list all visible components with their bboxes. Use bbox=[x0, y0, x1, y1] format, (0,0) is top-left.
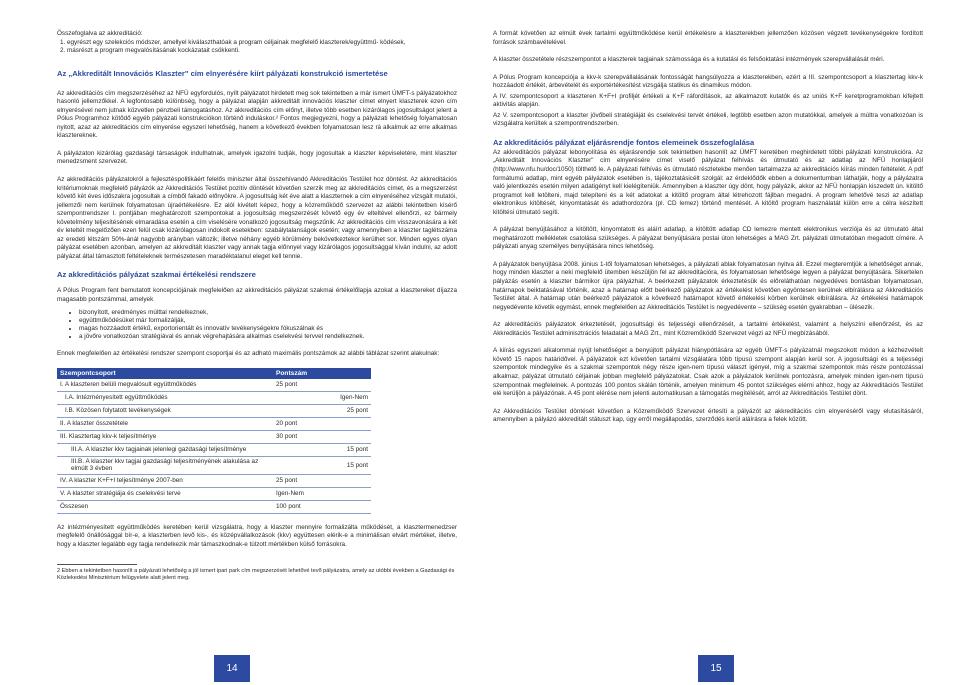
table-row bbox=[57, 391, 371, 404]
table-cell: 25 pont bbox=[273, 404, 371, 417]
right-page bbox=[480, 0, 959, 685]
table-cell: 30 pont bbox=[273, 430, 371, 443]
list-item: • együttműködésüket már formalizálják, bbox=[79, 317, 457, 325]
paragraph: A Pólus Program koncepciója a kkv-k szerepvállalásának fontosságát hangsúlyozza a klaszterekben, ezért a III. szempontcsoport a klasztertag kkv-k hozzáadott értékét, árbevételét és exportértékesítést vizsgálja statikus és dinamikus módon. bbox=[493, 73, 923, 90]
list-item: • a jövőre vonatkozóan stratégiával és annak végrehajtására alkalmas cselekvési tervvel rendelkeznek. bbox=[79, 333, 457, 341]
table-cell: III.A. A klaszter kkv tagjainak jelenlegi gazdasági teljesítménye bbox=[57, 443, 273, 456]
summary-item: 1. egyrészt egy szelekciós módszer, amellyel kiválaszthatóak a program céljainak megfelelő klaszterek/együttmű- ködések, bbox=[67, 39, 457, 48]
summary-intro bbox=[57, 30, 457, 56]
table-cell: III. Klasztertag kkv-k teljesítménye bbox=[57, 430, 273, 443]
list-item: • magas hozzáadott értékű, exportorientált és innovatív tevékenységekre fókuszálnak és bbox=[79, 325, 457, 333]
table-row bbox=[57, 443, 371, 456]
table-header: Szempontcsoport bbox=[57, 368, 273, 379]
table-total-row bbox=[57, 500, 371, 513]
table-cell: IV. A klaszter K+F+I teljesítménye 2007-ben bbox=[57, 474, 273, 487]
section-heading: Az akkreditációs pályázat szakmai értékelési rendszere bbox=[57, 270, 256, 280]
table-row bbox=[57, 430, 371, 443]
table-header-row bbox=[57, 368, 371, 379]
paragraph: A klaszter összetétele részszempontot a klaszterek tagjainak számossága és a kutatási és felsőoktatási intézmények szerepvállalását méri. bbox=[493, 56, 885, 64]
footnote: 2 Ebben a tekintetben hasonlít a pályázati lehetőség a jól ismert ipari park cím megszerzését lehetővé tevő pályázatra, amely az utóbbi években a Gazdasági és Közlekedési Minisztérium felügyelete alatt jelent meg. bbox=[57, 567, 455, 581]
paragraph: A pályázaton kizárólag gazdasági társaságok indulhatnak, amelyek igazolni tudják, hogy jogosultak a klaszter képviseletére, mint klaszter menedzsment szervezet. bbox=[57, 149, 457, 166]
right-column bbox=[493, 30, 923, 434]
table-cell: II. A klaszter összetétele bbox=[57, 417, 273, 430]
table-row bbox=[57, 379, 371, 392]
table-cell: 15 pont bbox=[273, 456, 371, 474]
table-cell: 25 pont bbox=[273, 379, 371, 392]
table-row bbox=[57, 404, 371, 417]
summary-lead: Összefoglalva az akkreditáció: bbox=[57, 30, 143, 37]
left-page bbox=[0, 0, 479, 685]
table-cell: 15 pont bbox=[273, 443, 371, 456]
table-row bbox=[57, 456, 371, 474]
table-row bbox=[57, 487, 371, 500]
table-cell: 20 pont bbox=[273, 417, 371, 430]
table-cell: I.B. Közösen folytatott tevékenységek bbox=[57, 404, 273, 417]
summary-item: 2. másrészt a program megvalósításának kockázatait csökkenti. bbox=[67, 47, 457, 56]
paragraph: Az Akkreditációs Testület döntését követően a Közreműködő Szervezet értesíti a pályázót az akkreditációs cím elnyeréséről vagy elutasításáról, amennyiben a pályázó akkreditált státuszt kap, úgy erről megállapodás, szerződés kerül aláírásra a felek között. bbox=[493, 407, 923, 424]
paragraph: Ennek megfelelően az értékelési rendszer szempont csoportjai és az adható maximális pontszámok az alábbi táblázat szerint alakulnak: bbox=[57, 350, 440, 358]
table-cell: I.A. Intézményesített együttműködés bbox=[57, 391, 273, 404]
table-cell: V. A klaszter stratégiája és cselekvési terve bbox=[57, 487, 273, 500]
paragraph: Az akkreditációs pályázatok érkeztetését, jogosultsági és teljességi ellenőrzését, a tartalmi értékelést, valamint a helyszíni ellenőrzést, és az Akkreditációs Testület adminisztrációs feladatait a MAG Zrt., mint Közreműködő Szervezet végzi az NFÜ megbízásából. bbox=[493, 321, 923, 337]
paragraph: Az akkreditációs cím megszerzéséhez az NFÜ egyfordulós, nyílt pályázatot hirdetett meg sok tekintetben a már ismert ÚMFT-s pályázatokhoz hasonló jellemzőkkel. A legfontosabb különbség, hogy a pályázat alapján akkreditált innovációs klaszter címet elnyert klaszterek ezen cím elnyerésével nem jutnak közvetlen pénzbeli támogatáshoz. Az akkreditációs cím előnyt, illetve több esetben kizárólagos jogosultságot jelent a Pólus Programhoz kötődő egyéb pályázati konstrukciókon történő induláskor.² Fontos megjegyezni, hogy a pályázati lehetőség folyamatosan nyitott, azaz az akkreditációs cím elnyerése egyszeri lehetőség, hanem a következő években folyamatosan lesz rá alkalmuk az erre alkalmas klasztereknek. bbox=[57, 89, 457, 140]
paragraph: Az V. szempontcsoport a klaszter jövőbeli stratégiáját és cselekvési tervét értékeli, legtöbb esetben azon mutatókkal, amelyek a múltra vonatkozóan is vizsgálatra kerültek a szempontrendszerben. bbox=[493, 111, 923, 128]
paragraph: Az intézményesített együttműködés keretében kerül vizsgálatra, hogy a klaszter mennyire formalizálta működését, a klasztermenedzser megfelelő önállósággal bír-e, a klaszterben levő kis-, és középvállalkozások (kkv) együttesen elérik-e a minimálisan elvárt mértéket, illetve, hogy a klaszter legalább egy tagja rendelkezik már támaszkodnak-e túlzott mértékben külső forrásokra. bbox=[57, 523, 457, 549]
left-column bbox=[57, 30, 457, 582]
section-heading: Az akkreditációs pályázat eljárásrendje fontos elemeinek összefoglalása bbox=[493, 137, 755, 147]
table-cell: III.B. A klaszter kkv tagjai gazdasági teljesítményének alakulása az elmúlt 3 évben bbox=[57, 456, 273, 474]
table-cell: I. A klaszteren belüli megvalósult együttműködés bbox=[57, 379, 273, 392]
page-number: 14 bbox=[214, 655, 250, 682]
paragraph: A Pólus Program fent bemutatott koncepciójának megfelelően az akkreditációs pályázat szakmai értékelőlapja azokat a klasztereket díjazza magasabb pontszámmal, amelyek bbox=[57, 287, 457, 304]
table-row bbox=[57, 474, 371, 487]
summary-list bbox=[57, 39, 457, 56]
paragraph: A formát követően az elmúlt évek tartalmi együttműködése kerül értékelésre a klaszterekben jellemzően közösen végzett tevékenységekre fordított források számbavételével. bbox=[493, 30, 923, 46]
section-heading: Az „Akkreditált Innovációs Klaszter" cím elnyerésére kiírt pályázati konstrukció ismertetése bbox=[57, 68, 388, 78]
paragraph: A pályázatok benyújtása 2008. június 1-től folyamatosan lehetséges, a pályázati ablak folyamatosan nyitva áll. Ezzel megteremtjük a lehetőséget annak, hogy minden klaszter a neki megfelelő ütemben készüljön fel az akkreditációra, és folyamatosan lehetősége legyen a pályázat benyújtására. Sikertelen pályázás esetén a klaszter bármikor újra pályázhat. A beérkezett pályázatok érkeztetésük és előreláthatóan negyedéves bontásban folyamatosan, határnapok beiktatásával történik, azaz a határnap előtt beérkező pályázatok az értékelést követően egyöntesen kerülnek elbírálásra az Akkreditációs Testület által. A határnap után beérkező pályázatok a következő határnapot követő értékelési körben kerülnek elbírálásra. Az értékelési határnapok negyedévente követik egymást, ennek megfelelően az Akkreditációs Testület is negyedévente – szükség esetén gyakrabban – ülésezik. bbox=[493, 260, 923, 311]
paragraph: A kiírás egyszeri alkalommal nyújt lehetőséget a benyújtott pályázat hiánypótlására az egyéb ÚMFT-s pályázatnál megszokott módon a kézhezvételt követő 15 napos határidővel. A pályázatok ezt követően tartalmi vizsgálatára több típusú szempont alapján kerül sor. A jogosultsági és a teljességi szempontok mindegyike és a szakmai szempontok négy része igen-nem típusú választ igényel, míg a szakmai szempontok más része pontozással alkalmaz, pályázat útmutató céljainak jobban megfelelő pályázatokat. Csak azok a pályázatok kerülnek pontozásra, amelyek minden igen-nem típusú szempontnak megfelelnek. A pontozás 100 pontos skálán történik, amelyen minimum 45 pontot szükséges elérni ahhoz, hogy az Akkreditációs Testület elé kerüljön a pályázónak. A 45 pont elérése nem jelenti automatikusan a támogatás megítélését, arról az Akkreditációs Testület dönt. bbox=[493, 347, 923, 398]
footnote-divider bbox=[57, 564, 137, 565]
table-cell: Összesen bbox=[57, 500, 273, 513]
table-cell: 25 pont bbox=[273, 474, 371, 487]
paragraph: Az akkreditációs pályázat lebonyolítása és eljárásrendje sok tekintetben hasonlít az ÚMFT keretében meghirdetett többi pályázati konstrukcióra. Az „Akkreditált Innovációs Klaszter" cím elnyerésére címet viselő pályázat felhívás és útmutató és az adatlap az NFÜ honlapjáról (http://www.nfu.hu/doc/1050) tölthető le. A pályázati felhívás és útmutató részletekbe menően tartalmazza az akkreditációs kiírás minden feltételét. A pdf formátumú adatlap, mint egyéb pályázatok esetében is, tájékoztatásicélt szolgál: az érdeklődők ebben a dokumentumban láthatják, hogy a pályázatra való jelentkezés esetén milyen adatigényt kell kielégíteniük. Amennyiben a klaszter úgy dönt, hogy pályázik, akkor az NFÜ honlapján kiszedett ún. kitöltő programot kell letölteni, majd telepíteni és a két adatokat a kitöltő program által létrehozott fájlban megadni. A program lehetővé teszi az adatlap elektronikus kitöltését, kinyomtatását és adathordozóra (pl. CD lemez) történő mentését. A kitöltő program használatát külön erre a célra készített kitöltési útmutató segíti. bbox=[493, 148, 923, 216]
table-cell: 100 pont bbox=[273, 500, 371, 513]
paragraph: Az akkreditációs pályázatokról a fejlesztéspolitikáért felelős miniszter által összehívandó Akkreditációs Testület hoz döntést. Az akkreditációs kritériumoknak megfelelő pályázók az Akkreditációs Testület pozitív döntését követően szerzik meg az akkreditációs címet, és a megszerzést követő két éves időszakra jogosultak a címből fakadó előnyökre. A jogosultság két éve alatt a klaszternek a cím elnyeréséhez vizsgált mutatói, jellemzői nem kerülnek folyamatosan újraértékelésre. Ez alól kivételt képez, hogy a közreműködő szervezet az alábbi tekintetben kísérő szempontrendszer I. pontjában meghatározott szempontokat a jogosultság megszerzését követő egy év elteltével ellenőrzi, ez bármely követelmény teljesítésének elmaradása esetén a cím viselésére vonatkozó jogosultság megszűnik. Az akkreditációs cím visszavonására a két év leteltét megelőzően ezen felül csak kizárólagosan indokolt esetekben: szabálytalanságok esetén; vagy amennyiben a klaszter taglétszáma az eredeti létszám 50%-ánál nagyobb arányban változik; illetve néhány egyéb körülmény bekövetkeztekor kerülhet sor. Minden egyes olyan pályázat esetében azonban, amelyen az akkreditált klaszter vagy annak tagja előnnyel vagy kizárólagos jogosultsággal kíván indulni, az adott pályázat által támasztott feltételeknek természetesen maradéktalanul eleget kell tenniе. bbox=[57, 176, 457, 260]
scoring-table bbox=[57, 368, 371, 514]
page-number: 15 bbox=[698, 655, 734, 682]
table-cell: Igen-Nem bbox=[273, 487, 371, 500]
table-header: Pontszám bbox=[273, 368, 371, 379]
table-cell: Igen-Nem bbox=[273, 391, 371, 404]
table-row bbox=[57, 417, 371, 430]
paragraph: A IV. szempontcsoport a klaszteren K+F+I profiljét értékeli a K+F ráfordítások, az alkalmazott kutatók és az uniós K+F keretprogramokban kifejtett aktivitás alapján. bbox=[493, 92, 923, 109]
criteria-list bbox=[57, 309, 457, 342]
list-item: • bizonyított, eredményes múlttal rendelkeznek, bbox=[79, 309, 457, 317]
paragraph: A pályázat benyújtásához a kitöltött, kinyomtatott és aláírt adatlap, a kitöltött adatlap CD lemezre mentett elektronikus verziója és az útmutató által meghatározott mellékletek csatolása szükséges. A pályázat benyújtására postai úton lehetséges a MAG Zrt. pályázati útmutatóban megadott címére. A pályázati anyag személyes benyújtására nincs lehetőség. bbox=[493, 226, 923, 251]
